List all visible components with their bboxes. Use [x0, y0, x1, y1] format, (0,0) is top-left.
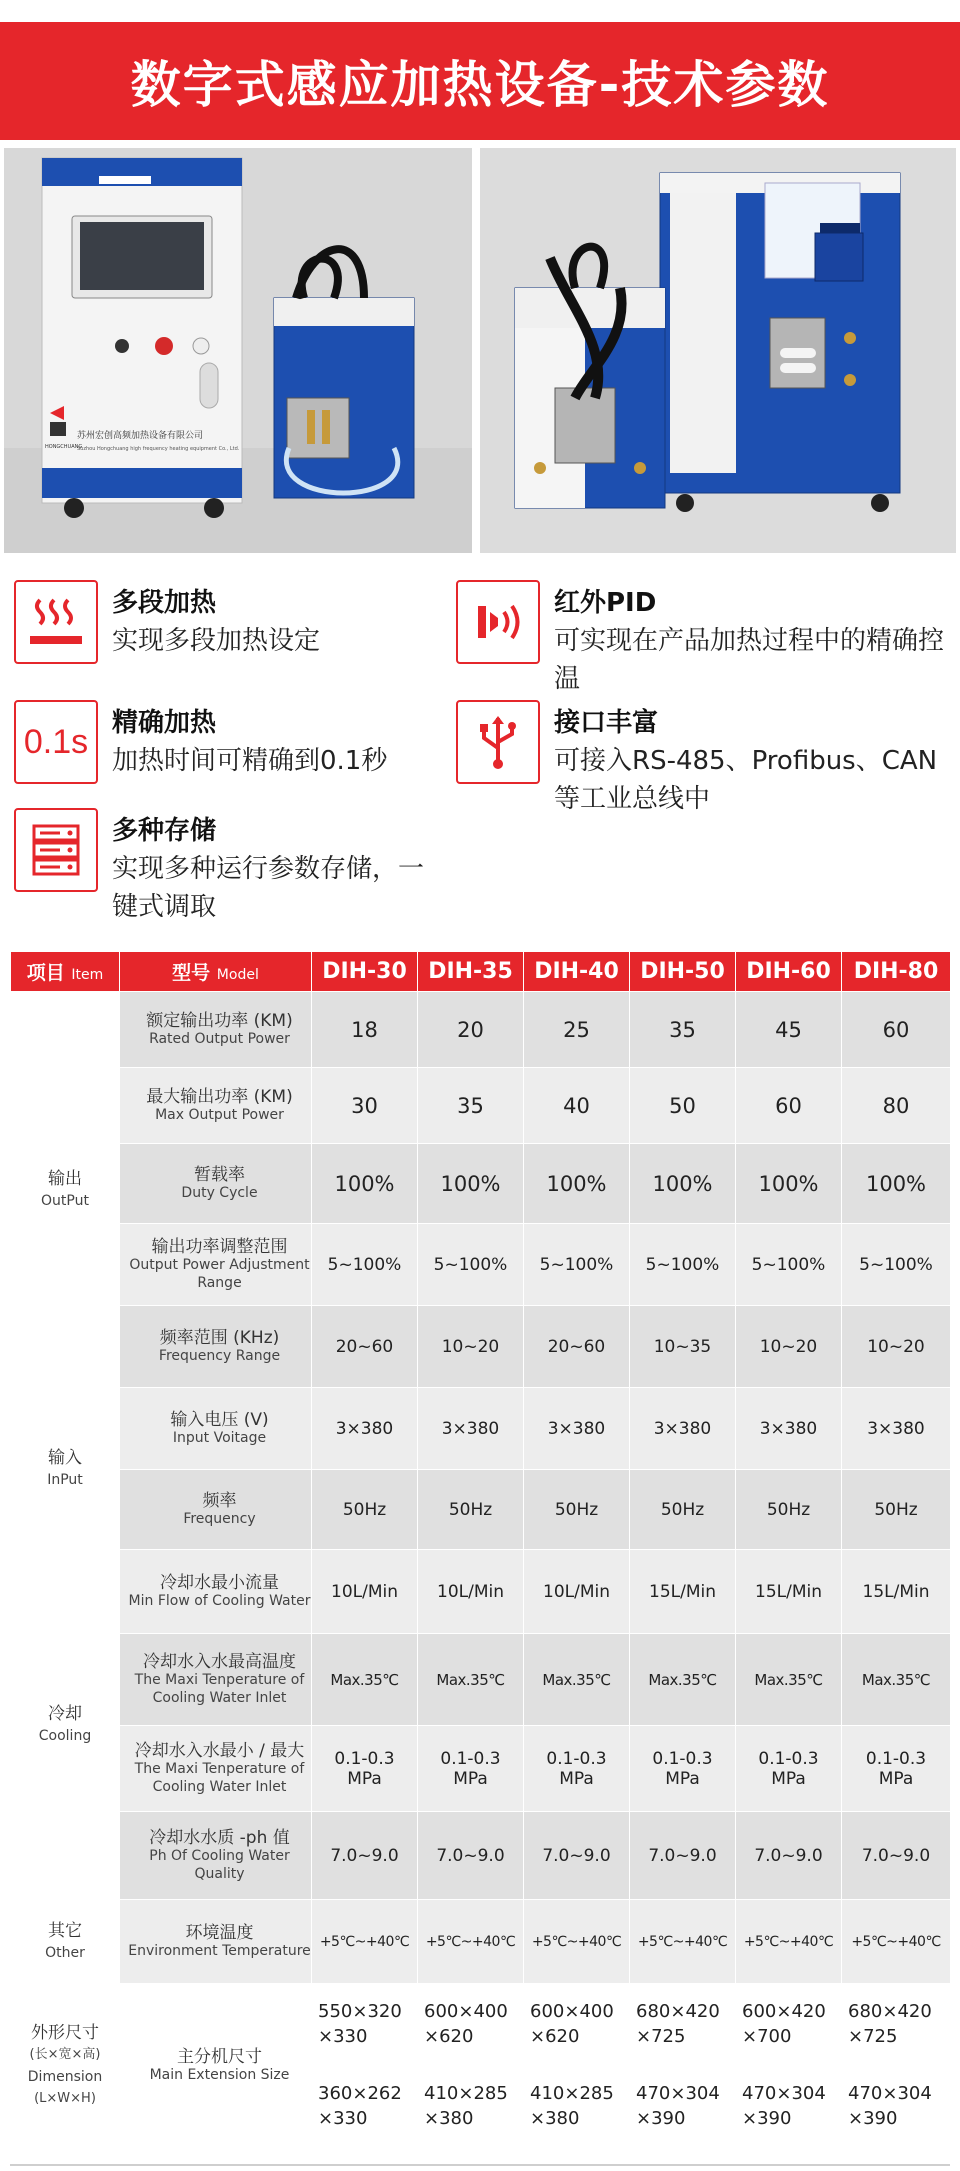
cell-value: 50Hz: [630, 1470, 736, 1550]
row-label: 暂载率 Duty Cycle: [120, 1144, 312, 1224]
cell-value: 10L/Min: [312, 1550, 418, 1634]
cell-value: 80: [842, 1068, 951, 1144]
cell-value: 50Hz: [312, 1470, 418, 1550]
row-label: 最大输出功率 (KM) Max Output Power: [120, 1068, 312, 1144]
usb-icon: [456, 700, 540, 784]
cell-value: 25: [524, 992, 630, 1068]
cell-value: 7.0~9.0: [312, 1812, 418, 1900]
cell-value: 0.1-0.3 MPa: [312, 1726, 418, 1812]
cell-value: 18: [312, 992, 418, 1068]
equipment-illustration-front: [4, 148, 472, 553]
cell-value: 410×285 ×380: [418, 2064, 524, 2148]
cell-value: +5℃~+40℃: [524, 1900, 630, 1984]
cell-value: 10~35: [630, 1306, 736, 1388]
cell-value: 680×420 ×725: [630, 1984, 736, 2064]
feature-multi-stage: [14, 580, 434, 670]
table-row: [11, 1984, 951, 2064]
cell-value: 550×320 ×330: [312, 1984, 418, 2064]
row-label: 冷却水水质 -ph 值 Ph Of Cooling Water Quality: [120, 1812, 312, 1900]
cell-value: +5℃~+40℃: [418, 1900, 524, 1984]
cell-value: 100%: [736, 1144, 842, 1224]
cell-value: 7.0~9.0: [736, 1812, 842, 1900]
feature-title: 精确加热: [112, 708, 217, 738]
header-model-name: DIH-50: [630, 952, 736, 992]
feature-desc: 实现多段加热设定: [112, 626, 321, 656]
feature-desc: 可接入RS-485、Profibus、CAN等工业总线中: [554, 746, 938, 814]
row-label: 频率范围 (KHz) Frequency Range: [120, 1306, 312, 1388]
cell-value: 40: [524, 1068, 630, 1144]
cell-value: 50Hz: [418, 1470, 524, 1550]
cell-value: 5~100%: [736, 1224, 842, 1306]
cell-value: 3×380: [842, 1388, 951, 1470]
feature-title: 接口丰富: [554, 708, 659, 738]
cell-value: 10~20: [418, 1306, 524, 1388]
bottom-divider: [10, 2164, 950, 2166]
cell-value: 0.1-0.3 MPa: [842, 1726, 951, 1812]
equipment-illustration-back: [480, 148, 956, 553]
cell-value: 600×400 ×620: [418, 1984, 524, 2064]
header-model: 型号 Model: [120, 952, 312, 992]
cell-value: +5℃~+40℃: [312, 1900, 418, 1984]
cell-value: +5℃~+40℃: [736, 1900, 842, 1984]
cell-value: 50Hz: [736, 1470, 842, 1550]
feature-desc: 可实现在产品加热过程中的精确控温: [554, 626, 945, 694]
cell-value: 360×262 ×330: [312, 2064, 418, 2148]
table-row: [11, 1634, 951, 1726]
table-row: [11, 1068, 951, 1144]
row-label: 频率 Frequency: [120, 1470, 312, 1550]
cell-value: 10L/Min: [418, 1550, 524, 1634]
cell-value: 470×304 ×390: [630, 2064, 736, 2148]
table-row: [11, 1812, 951, 1900]
group-dimension: 外形尺寸 (长×宽×高) Dimension (L×W×H): [11, 1984, 120, 2148]
feature-desc: 实现多种运行参数存储，一键式调取: [112, 854, 425, 922]
table-row: [11, 1550, 951, 1634]
cell-value: 10~20: [736, 1306, 842, 1388]
cell-value: 30: [312, 1068, 418, 1144]
row-label: 额定输出功率 (KM) Rated Output Power: [120, 992, 312, 1068]
cell-value: 3×380: [524, 1388, 630, 1470]
row-label: 环境温度 Environment Temperature: [120, 1900, 312, 1984]
row-label: 输出功率调整范围 Output Power Adjustment Range: [120, 1224, 312, 1306]
cell-value: 10~20: [842, 1306, 951, 1388]
group-other: 其它 Other: [11, 1900, 120, 1984]
feature-infrared-pid: [456, 580, 956, 694]
precision-time-label: 0.1s: [23, 722, 89, 761]
table-row: [11, 1144, 951, 1224]
cell-value: 5~100%: [630, 1224, 736, 1306]
feature-interfaces: [456, 700, 956, 814]
header-model-name: DIH-30: [312, 952, 418, 992]
row-label: 主分机尺寸 Main Extension Size: [120, 1984, 312, 2148]
cell-value: Max.35℃: [630, 1634, 736, 1726]
cell-value: 50: [630, 1068, 736, 1144]
company-label-en: Suzhou Hongchuang high frequency heating equipment Co., Ltd.: [77, 446, 240, 452]
feature-desc: 加热时间可精确到0.1秒: [112, 746, 388, 776]
cell-value: Max.35℃: [312, 1634, 418, 1726]
table-row: [11, 992, 951, 1068]
cell-value: 100%: [630, 1144, 736, 1224]
cell-value: +5℃~+40℃: [630, 1900, 736, 1984]
feature-title: 红外PID: [554, 588, 657, 618]
cell-value: 35: [630, 992, 736, 1068]
infrared-signal-icon: [456, 580, 540, 664]
table-row: [11, 1306, 951, 1388]
cell-value: 20: [418, 992, 524, 1068]
cell-value: 35: [418, 1068, 524, 1144]
cell-value: 5~100%: [524, 1224, 630, 1306]
row-label: 冷却水最小流量 Min Flow of Cooling Water: [120, 1550, 312, 1634]
brand-label: HONGCHUANG: [45, 444, 83, 450]
header-model-name: DIH-80: [842, 952, 951, 992]
cell-value: 7.0~9.0: [630, 1812, 736, 1900]
cell-value: 3×380: [418, 1388, 524, 1470]
cell-value: Max.35℃: [736, 1634, 842, 1726]
cell-value: 470×304 ×390: [736, 2064, 842, 2148]
row-label: 冷却水入水最高温度 The Maxi Tenperature of Cooling Water Inlet: [120, 1634, 312, 1726]
table-row: [11, 1388, 951, 1470]
feature-title: 多段加热: [112, 588, 217, 618]
cell-value: Max.35℃: [842, 1634, 951, 1726]
cell-value: 680×420 ×725: [842, 1984, 951, 2064]
cell-value: 600×420 ×700: [736, 1984, 842, 2064]
table-row: [11, 1726, 951, 1812]
cell-value: 50Hz: [524, 1470, 630, 1550]
table-row: [11, 1224, 951, 1306]
precision-time-icon: [14, 700, 98, 784]
cell-value: 0.1-0.3 MPa: [630, 1726, 736, 1812]
feature-precise-heating: [14, 700, 434, 790]
feature-title: 多种存储: [112, 816, 217, 846]
company-label-cn: 苏州宏创高频加热设备有限公司: [77, 431, 204, 441]
row-label: 输入电压 (V) Input Voitage: [120, 1388, 312, 1470]
row-label: 冷却水入水最小 / 最大 The Maxi Tenperature of Cooling Water Inlet: [120, 1726, 312, 1812]
cell-value: 15L/Min: [630, 1550, 736, 1634]
cell-value: 410×285 ×380: [524, 2064, 630, 2148]
cell-value: 5~100%: [312, 1224, 418, 1306]
cell-value: 15L/Min: [842, 1550, 951, 1634]
cell-value: 3×380: [630, 1388, 736, 1470]
product-photo-back: [480, 148, 956, 553]
header-model-name: DIH-40: [524, 952, 630, 992]
cell-value: 7.0~9.0: [524, 1812, 630, 1900]
header-item: 项目 Item: [11, 952, 120, 992]
group-cooling: 冷却 Cooling: [11, 1550, 120, 1900]
cell-value: Max.35℃: [524, 1634, 630, 1726]
group-output: 输出 OutPut: [11, 992, 120, 1388]
header-model-name: DIH-35: [418, 952, 524, 992]
cell-value: 100%: [524, 1144, 630, 1224]
group-input: 输入 InPut: [11, 1388, 120, 1550]
server-storage-icon: [14, 808, 98, 892]
cell-value: 3×380: [312, 1388, 418, 1470]
cell-value: 7.0~9.0: [842, 1812, 951, 1900]
cell-value: 60: [736, 1068, 842, 1144]
cell-value: Max.35℃: [418, 1634, 524, 1726]
cell-value: +5℃~+40℃: [842, 1900, 951, 1984]
cell-value: 45: [736, 992, 842, 1068]
title-banner: [0, 22, 960, 140]
cell-value: 470×304 ×390: [842, 2064, 951, 2148]
cell-value: 100%: [418, 1144, 524, 1224]
cell-value: 0.1-0.3 MPa: [524, 1726, 630, 1812]
cell-value: 7.0~9.0: [418, 1812, 524, 1900]
cell-value: 5~100%: [842, 1224, 951, 1306]
cell-value: 50Hz: [842, 1470, 951, 1550]
cell-value: 100%: [312, 1144, 418, 1224]
cell-value: 60: [842, 992, 951, 1068]
cell-value: 0.1-0.3 MPa: [736, 1726, 842, 1812]
cell-value: 10L/Min: [524, 1550, 630, 1634]
cell-value: 5~100%: [418, 1224, 524, 1306]
product-photo-front: [4, 148, 472, 553]
table-header-row: [11, 952, 951, 992]
cell-value: 600×400 ×620: [524, 1984, 630, 2064]
header-model-name: DIH-60: [736, 952, 842, 992]
cell-value: 15L/Min: [736, 1550, 842, 1634]
cell-value: 20~60: [524, 1306, 630, 1388]
cell-value: 20~60: [312, 1306, 418, 1388]
table-row: [11, 1470, 951, 1550]
cell-value: 100%: [842, 1144, 951, 1224]
heating-coil-icon: [14, 580, 98, 664]
cell-value: 3×380: [736, 1388, 842, 1470]
cell-value: 0.1-0.3 MPa: [418, 1726, 524, 1812]
page-title: 数字式感应加热设备-技术参数: [130, 56, 830, 114]
table-row: [11, 1900, 951, 1984]
feature-storage: [14, 808, 444, 922]
spec-table: [10, 951, 951, 2148]
